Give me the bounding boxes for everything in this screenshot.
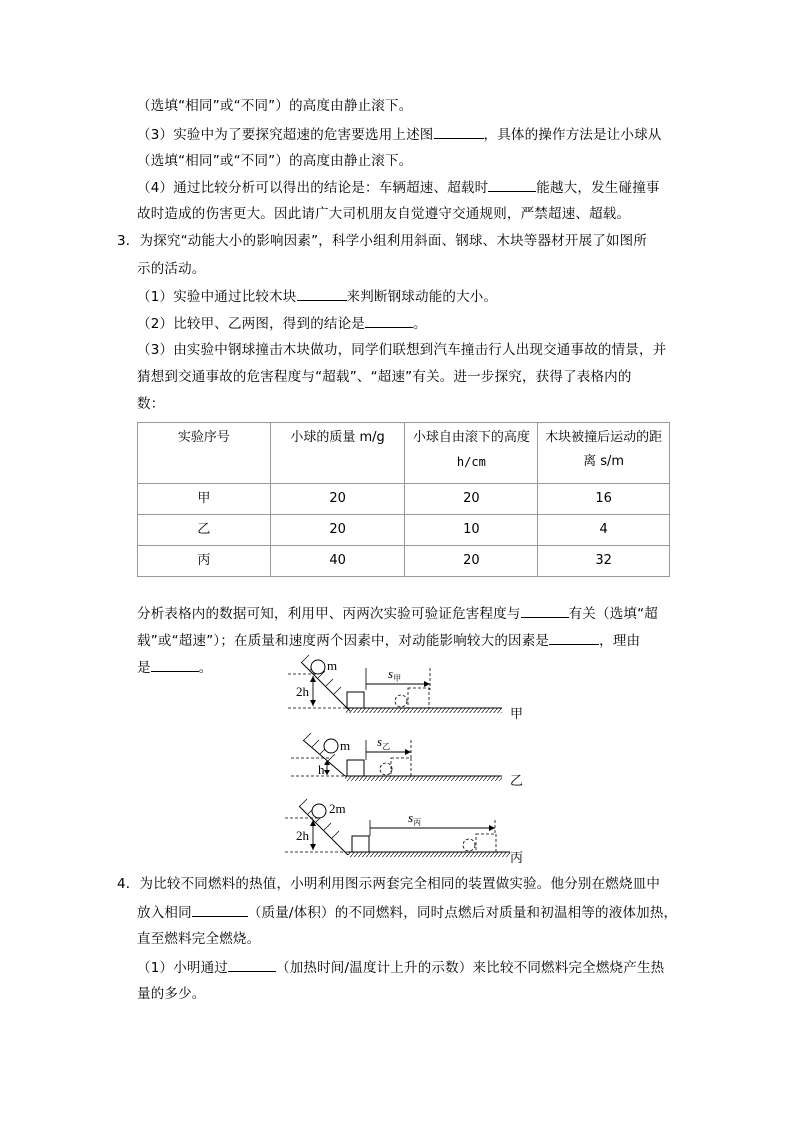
text: 小球自由滚下的高度 [412, 430, 530, 445]
answer-blank[interactable] [228, 957, 276, 972]
table-cell: 20 [405, 546, 538, 577]
answer-blank[interactable] [521, 603, 569, 618]
text: 量的多少。 [137, 986, 206, 1002]
panel-label: 乙 [510, 773, 524, 788]
panel-yi [291, 733, 523, 788]
q2-line-4 [137, 177, 660, 198]
table-cell: 甲 [138, 484, 271, 515]
answer-blank[interactable] [192, 902, 248, 917]
q3-line-5 [137, 340, 666, 360]
text: 4．为比较不同燃料的热值，小明利用图示两套完全相同的装置做实验。他分别在燃烧皿中 [117, 876, 661, 892]
text: 故时造成的伤害更大。因此请广大司机朋友自觉遵守交通规则，严禁超速、超载。 [137, 206, 631, 222]
q4-line-2 [137, 902, 677, 923]
text: 直至燃料完全燃烧。 [137, 931, 261, 947]
mass-label: m [340, 738, 351, 753]
q2-line-3 [137, 151, 412, 171]
header-cell [405, 423, 538, 484]
q3-line-6 [137, 367, 632, 387]
table-cell: 丙 [138, 546, 271, 577]
data-table [137, 422, 670, 577]
text: （2）比较甲、乙两图，得到的结论是 [137, 316, 365, 332]
text: 能越大，发生碰撞事 [536, 180, 660, 196]
text: 载”或“超速”）；在质量和速度两个因素中，对动能影响较大的因素是 [137, 633, 550, 649]
panel-jia [288, 655, 523, 721]
text: 猜想到交通事故的危害程度与“超载”、“超速”有关。进一步探究，获得了表格内的 [137, 369, 632, 385]
table-cell: 10 [405, 515, 538, 546]
distance-label: $s_乙$ [377, 734, 391, 751]
table-cell: 20 [270, 515, 405, 546]
text: 分析表格内的数据可知，利用甲、丙两次实验可验证危害程度与 [137, 606, 521, 622]
text: （选填“相同”或“不同”）的高度由静止滚下。 [137, 153, 413, 169]
q3-line-2 [137, 259, 206, 279]
table-row [138, 546, 670, 577]
panel-bing [285, 799, 523, 865]
text: 实验序号 [177, 430, 230, 445]
wood-block [347, 760, 364, 776]
table-cell: 20 [270, 484, 405, 515]
header-cell [538, 423, 670, 484]
text: 木块被撞后运动的距 [545, 430, 663, 445]
header-cell [270, 423, 405, 484]
distance-label: $s_丙$ [408, 810, 422, 827]
text: （质量/体积）的不同燃料，同时点燃后对质量和初温相等的液体加热， [247, 905, 678, 921]
q2-line-5 [137, 204, 630, 224]
q4-line-3 [137, 929, 260, 949]
answer-blank[interactable] [434, 124, 484, 139]
answer-blank[interactable] [151, 657, 199, 672]
ball [311, 660, 325, 674]
ball [312, 804, 326, 818]
mass-label: 2m [329, 801, 346, 816]
q4-line-4 [137, 957, 664, 978]
text: （1）小明通过 [137, 960, 228, 976]
text: 。 [198, 660, 213, 676]
experiment-figure [280, 648, 540, 870]
q3-after-line-1 [137, 603, 658, 624]
text: 3．为探究“动能大小的影响因素”，科学小组利用斜面、钢球、木块等器材开展了如图所 [117, 233, 648, 249]
text: 放入相同 [137, 905, 192, 921]
text: （1）实验中通过比较木块 [137, 289, 297, 305]
q3-line-3 [137, 286, 497, 307]
q4-line-5 [137, 984, 206, 1004]
text: 是 [137, 660, 151, 676]
table-cell: 40 [270, 546, 405, 577]
text: ，具体的操作方法是让小球从 [483, 127, 662, 143]
text: 。 [413, 316, 427, 332]
text: （4）通过比较分析可以得出的结论是：车辆超速、超载时 [137, 180, 489, 196]
panel-label: 丙 [510, 850, 524, 865]
table-row [138, 484, 670, 515]
q4-line-1 [117, 874, 660, 894]
header-cell [138, 423, 271, 484]
wood-block [347, 692, 364, 708]
text: （加热时间/温度计上升的示数）来比较不同燃料完全燃烧产生热 [276, 960, 665, 976]
table-cell: 32 [538, 546, 670, 577]
text: h/cm [456, 455, 486, 469]
text: 小球的质量 m/g [290, 430, 385, 445]
answer-blank[interactable] [297, 286, 347, 301]
q2-line-1 [137, 96, 412, 116]
text: 来判断钢球动能的大小。 [346, 289, 498, 305]
q3-after-line-3 [137, 657, 212, 678]
ball [324, 739, 338, 753]
text: 数： [137, 396, 165, 412]
text: （3）实验中为了要探究超速的危害要选用上述图 [137, 127, 434, 143]
text: 有关（选填“超 [568, 606, 659, 622]
height-label: h [318, 762, 325, 777]
text: 离 s/m [583, 454, 625, 469]
q3-line-1 [117, 231, 647, 251]
distance-label: $s_甲$ [388, 666, 402, 683]
table-cell: 4 [538, 515, 670, 546]
table-cell: 乙 [138, 515, 271, 546]
table-row [138, 515, 670, 546]
table-cell: 16 [538, 484, 670, 515]
q3-line-4 [137, 313, 427, 334]
answer-blank[interactable] [549, 630, 599, 645]
table-header-row [138, 423, 670, 484]
text: （选填“相同”或“不同”）的高度由静止滚下。 [137, 98, 413, 114]
text: （3）由实验中钢球撞击木块做功，同学们联想到汽车撞击行人出现交通事故的情景，并 [137, 342, 667, 358]
panel-label: 甲 [510, 706, 524, 721]
mass-label: m [327, 658, 338, 673]
text: ，理由 [599, 633, 641, 649]
table-cell: 20 [405, 484, 538, 515]
answer-blank[interactable] [488, 177, 536, 192]
wood-block [352, 836, 369, 852]
q2-line-2 [137, 124, 662, 145]
q3-line-7 [137, 394, 164, 414]
text: 示的活动。 [137, 261, 206, 277]
answer-blank[interactable] [365, 313, 413, 328]
height-label: 2h [296, 828, 309, 843]
height-label: 2h [296, 684, 309, 699]
